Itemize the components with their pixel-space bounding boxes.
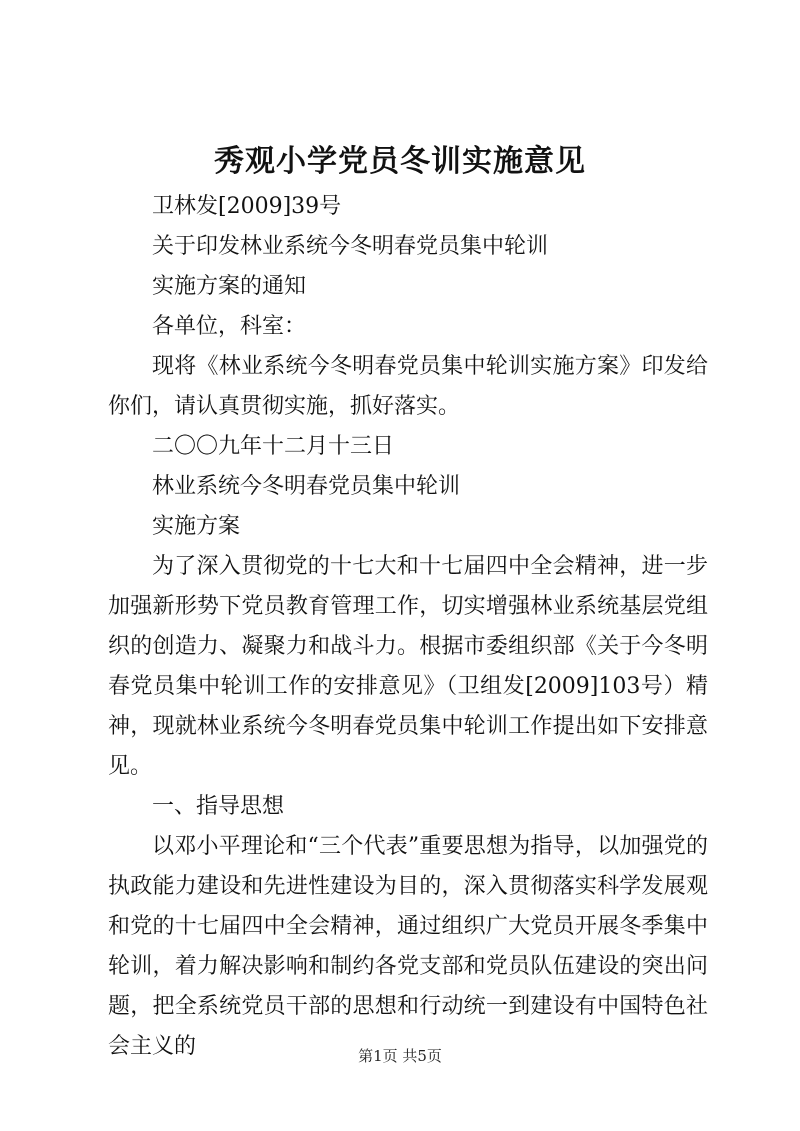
section-body-paragraph: 以邓小平理论和“三个代表”重要思想为指导，以加强党的执政能力建设和先进性建设为目的，深入贯彻落实科学发展观和党的十七届四中全会精神，通过组织广大党员开展冬季集中轮训，着力解决影响和制约各党支部和党员队伍建设的突出问题，把全系统党员干部的思想和行动统一到建设有中国特色社会主义的 [108,834,708,1059]
notice-date: 二〇〇九年十二月十三日 [152,434,395,459]
plan-title-line-2: 实施方案 [152,514,241,539]
plan-title-line-1: 林业系统今冬明春党员集中轮训 [152,474,461,499]
section-heading: 一、指导思想 [152,794,285,819]
notice-body-paragraph: 现将《林业系统今冬明春党员集中轮训实施方案》印发给你们，请认真贯彻实施，抓好落实。 [108,354,708,419]
plan-intro-paragraph: 为了深入贯彻党的十七大和十七届四中全会精神，进一步加强新形势下党员教育管理工作，切实增强林业系统基层党组织的创造力、凝聚力和战斗力。根据市委组织部《关于今冬明春党员集中轮训工作的安排意见》（卫组发[2009]103号）精神，现就林业系统今冬明春党员集中轮训工作提出如下安排意见。 [108,554,708,779]
page-title: 秀观小学党员冬训实施意见 [214,144,586,179]
document-body [108,187,708,1067]
page-indicator: 第1页 共5页 [358,1047,442,1065]
notice-title-line-1: 关于印发林业系统今冬明春党员集中轮训 [152,234,549,259]
salutation: 各单位，科室： [152,314,307,339]
document-number: 卫林发[2009]39号 [152,194,342,219]
notice-title-line-2: 实施方案的通知 [152,274,307,299]
